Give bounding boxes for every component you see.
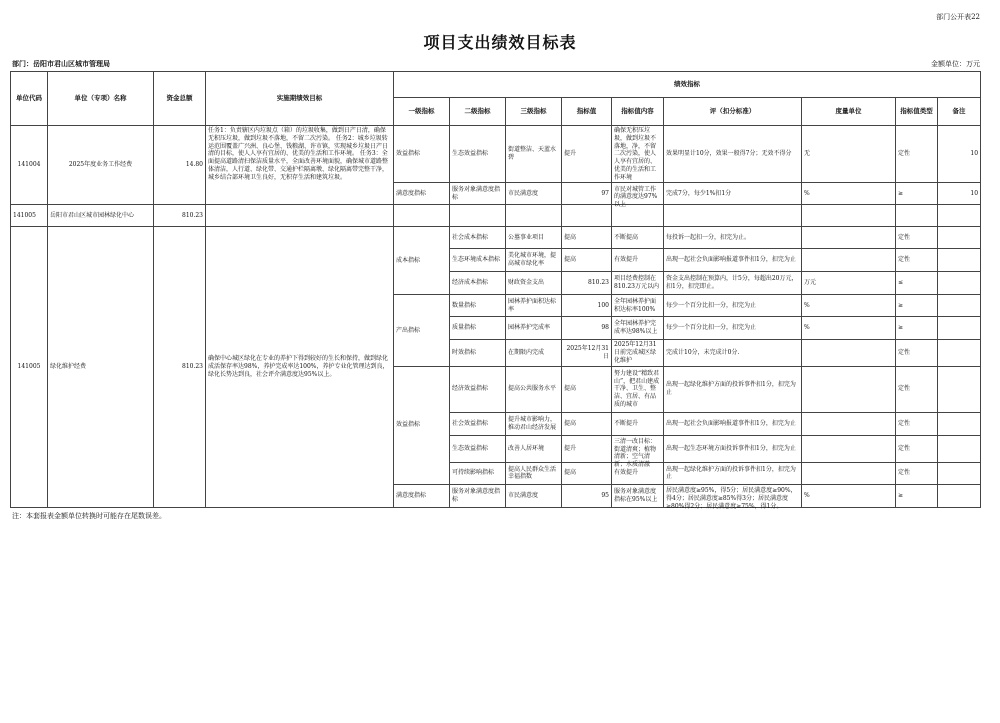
content-cell: 全年园林养护完成率达98%以上 [612, 317, 664, 340]
performance-table [10, 71, 981, 508]
value-cell: 提高 [562, 249, 612, 272]
level2-cell: 可持续影响指标 [450, 462, 506, 484]
project1-code: 141004 [11, 126, 48, 205]
unit-cell: 无 [802, 126, 896, 183]
header-measure-unit: 度量单位 [802, 98, 896, 126]
scoring-cell: 资金支出控制在预算内，计5分，每超出20万元，扣1分，扣完即止。 [664, 272, 802, 295]
header-unit-code: 单位代码 [11, 72, 48, 126]
value-cell: 810.23 [562, 272, 612, 295]
level3-cell: 提升城市影响力，推动君山经济发展 [506, 412, 562, 435]
unit-cell [802, 227, 896, 249]
level3-cell: 园林养护完成率 [506, 317, 562, 340]
level3-cell: 在期限内完成 [506, 340, 562, 366]
level3-cell: 改善人居环境 [506, 435, 562, 462]
remark-cell [938, 340, 981, 366]
remark-cell [938, 317, 981, 340]
level2-cell: 质量指标 [450, 317, 506, 340]
scoring-cell: 出现一起生态环境方面投诉事件扣1分，扣完为止 [664, 435, 802, 462]
remark-cell [938, 412, 981, 435]
value-cell: 提升 [562, 435, 612, 462]
level2-cell: 生态效益指标 [450, 435, 506, 462]
content-cell: 有效提升 [612, 462, 664, 484]
value-cell: 2025年12月31日 [562, 340, 612, 366]
level2-cell: 生态环境成本指标 [450, 249, 506, 272]
content-cell: 2025年12月31日前完成城区绿化维护 [612, 340, 664, 366]
project1-amount: 14.80 [154, 126, 206, 205]
type-cell: 定性 [896, 340, 938, 366]
level3-cell: 提高公共服务水平 [506, 366, 562, 412]
content-cell: 三清一改目标：街道清爽；植物清新；空气清新；水质清澈 [612, 435, 664, 462]
header-total-funds: 资金总额 [154, 72, 206, 126]
remark-cell [938, 295, 981, 317]
value-cell: 100 [562, 295, 612, 317]
group-output: 产出指标 [394, 295, 450, 366]
level2-cell: 社会成本指标 [450, 227, 506, 249]
header-content: 指标值内容 [612, 98, 664, 126]
level3-cell: 财政资金支出 [506, 272, 562, 295]
table-row [11, 126, 981, 183]
type-cell: ≥ [896, 183, 938, 205]
page-title: 项目支出绩效目标表 [423, 33, 577, 52]
project1-target: 任务1：负责辖区内垃圾点（箱）的垃圾收集，做到日产日清，确保无积压垃圾，做到垃圾不落地，不留二次污染。 任务2：城乡垃圾转运范围覆盖广兴洲、良心堡、钱粮湖、许市镇，实现城乡垃圾日产日清的目标，使人人享有宜居的、优美的生活和工作环境。 任务3：全面提高道路清扫保洁质量水平，全面改善环境面貌，确保城市道路整体清洁，人行道、绿化带、交通护栏隔离墩、绿化隔离带完整干净，城乡结合部环境卫生良好，无积存生活和建筑垃圾。 [206, 126, 394, 205]
project2-code: 141005 [11, 205, 48, 227]
unit-cell: 万元 [802, 272, 896, 295]
type-cell: ≥ [896, 484, 938, 507]
footnote: 注：本套报表金额单位转换时可能存在尾数误差。 [12, 512, 166, 520]
level3-cell: 街道整洁、天蓝水碧 [506, 126, 562, 183]
unit-cell [802, 340, 896, 366]
type-cell: ≤ [896, 272, 938, 295]
group-benefit: 效益指标 [394, 366, 450, 484]
level1-cell: 满意度指标 [394, 183, 450, 205]
remark-cell: 10 [938, 126, 981, 183]
remark-cell [938, 366, 981, 412]
level1-cell: 效益指标 [394, 126, 450, 183]
unit-cell [802, 249, 896, 272]
level2-cell: 社会效益指标 [450, 412, 506, 435]
content-cell: 全年园林养护面积达标率100% [612, 295, 664, 317]
group-cost: 成本指标 [394, 227, 450, 295]
type-cell: 定性 [896, 435, 938, 462]
project3-name: 绿化维护经费 [48, 227, 154, 508]
unit-cell [802, 366, 896, 412]
unit-cell: % [802, 484, 896, 507]
scoring-cell: 完成计10分，未完成计0分. [664, 340, 802, 366]
value-cell: 97 [562, 183, 612, 205]
project2-amount: 810.23 [154, 205, 206, 227]
scoring-cell: 出现一起绿化维护方面的投诉事件扣1分，扣完为止 [664, 366, 802, 412]
group-satisfaction: 满意度指标 [394, 484, 450, 507]
scoring-cell: 每少一个百分比扣一分，扣完为止 [664, 317, 802, 340]
level2-cell: 生态效益指标 [450, 126, 506, 183]
table-row [11, 205, 981, 227]
value-cell: 95 [562, 484, 612, 507]
value-cell: 98 [562, 317, 612, 340]
header-value: 指标值 [562, 98, 612, 126]
project1-name: 2025年度业务工作经费 [48, 126, 154, 205]
unit-cell: % [802, 183, 896, 205]
remark-cell: 10 [938, 183, 981, 205]
value-cell: 提高 [562, 366, 612, 412]
level2-cell: 经济成本指标 [450, 272, 506, 295]
level2-cell: 数量指标 [450, 295, 506, 317]
table-row [11, 227, 981, 249]
scoring-cell: 每投诉一起扣一分，扣完为止。 [664, 227, 802, 249]
scoring-cell: 出现一起社会负面影响报道事件扣1分，扣完为止 [664, 249, 802, 272]
header-unit-name: 单位（专项）名称 [48, 72, 154, 126]
header-value-type: 指标值类型 [896, 98, 938, 126]
remark-cell [938, 462, 981, 484]
level3-cell: 园林养护面积达标率 [506, 295, 562, 317]
remark-cell [938, 227, 981, 249]
header-level3: 三级指标 [506, 98, 562, 126]
header-scoring: 评（扣分标准） [664, 98, 802, 126]
scoring-cell: 效果明显计10分，效果一般得7分；无效不得分 [664, 126, 802, 183]
content-cell: 服务对象满意度指标在95%以上 [612, 484, 664, 507]
level3-cell: 提高人民群众生活幸福指数 [506, 462, 562, 484]
type-cell: 定性 [896, 249, 938, 272]
level2-cell: 服务对象满意度指标 [450, 484, 506, 507]
level3-cell: 市民满意度 [506, 183, 562, 205]
value-cell: 提高 [562, 412, 612, 435]
content-cell: 项目经费控制在810.23万元以内 [612, 272, 664, 295]
scoring-cell: 出现一起社会负面影响报道事件扣1分，扣完为止 [664, 412, 802, 435]
project3-target: 确保中心城区绿化在专业的养护下得到较好的生长和保持，做到绿化成活保存率达98%，养护完成率达100%，养护专业化管理达到良，绿化长势达到良，社会评介满意度达95%以上。 [206, 227, 394, 508]
header-level2: 二级指标 [450, 98, 506, 126]
header-target: 实施期绩效目标 [206, 72, 394, 126]
remark-cell [938, 484, 981, 507]
unit-cell: % [802, 295, 896, 317]
header-level1: 一级指标 [394, 98, 450, 126]
type-cell: 定性 [896, 366, 938, 412]
content-cell: 有效提升 [612, 249, 664, 272]
remark-cell [938, 435, 981, 462]
type-cell: 定性 [896, 126, 938, 183]
scoring-cell: 出现一起绿化维护方面的投诉事件扣1分，扣完为止 [664, 462, 802, 484]
project3-code: 141005 [11, 227, 48, 508]
content-cell: 不断提高 [612, 227, 664, 249]
content-cell: 不断提升 [612, 412, 664, 435]
content-cell: 努力建设“精致君山”，把君山建成干净、卫生、整洁、宜居、有品质的城市 [612, 366, 664, 412]
amount-unit-label: 金额单位：万元 [931, 60, 980, 68]
type-cell: ≥ [896, 317, 938, 340]
project3-amount: 810.23 [154, 227, 206, 508]
scoring-cell: 每少一个百分比扣一分，扣完为止 [664, 295, 802, 317]
remark-cell [938, 249, 981, 272]
type-cell: ≥ [896, 295, 938, 317]
unit-cell [802, 462, 896, 484]
level2-cell: 服务对象满意度指标 [450, 183, 506, 205]
project2-name: 岳阳市君山区城市园林绿化中心 [48, 205, 154, 227]
unit-cell [802, 412, 896, 435]
level2-cell: 经济效益指标 [450, 366, 506, 412]
value-cell: 提升 [562, 126, 612, 183]
level2-cell: 时效指标 [450, 340, 506, 366]
type-cell: 定性 [896, 227, 938, 249]
level3-cell: 市民满意度 [506, 484, 562, 507]
scoring-cell: 居民满意度≥95%，得5分；居民满意度≥90%，得4分；居民满意度≥85%得3分；居民满意度≥80%得2分；居民满意度≥75%，得1分。 [664, 484, 802, 507]
form-number: 部门公开表22 [936, 13, 980, 21]
type-cell: 定性 [896, 462, 938, 484]
header-indicators: 绩效指标 [394, 72, 981, 98]
unit-cell: % [802, 317, 896, 340]
scoring-cell: 完成7分，每少1%扣1分 [664, 183, 802, 205]
type-cell: 定性 [896, 412, 938, 435]
remark-cell [938, 272, 981, 295]
value-cell: 提高 [562, 227, 612, 249]
value-cell: 提高 [562, 462, 612, 484]
header-remark: 备注 [938, 98, 981, 126]
department-label: 部门：岳阳市君山区城市管理局 [12, 59, 110, 68]
level3-cell: 美化城市环境，提高城市绿化率 [506, 249, 562, 272]
content-cell: 市民对城管工作的满意度达97%以上 [612, 183, 664, 205]
level3-cell: 公墓事业项目 [506, 227, 562, 249]
content-cell: 确保无积压垃圾，做到垃圾不落地，净，不留二次污染，使人人享有宜居的、优美的生活和工作环境 [612, 126, 664, 183]
unit-cell [802, 435, 896, 462]
